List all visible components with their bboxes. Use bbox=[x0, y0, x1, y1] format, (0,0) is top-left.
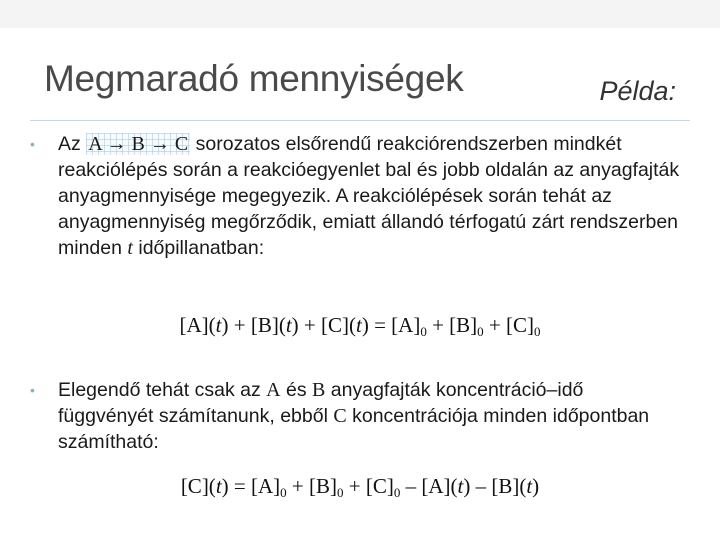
eq1-part: ) = [A] bbox=[361, 313, 421, 337]
time-variable: t bbox=[127, 237, 133, 259]
title-divider bbox=[30, 120, 690, 121]
bullet-2-part: Elegendő tehát csak az bbox=[58, 379, 267, 401]
eq2-t: t bbox=[215, 474, 222, 498]
bullet-dot: • bbox=[30, 136, 35, 152]
eq1-part: ) + [C]( bbox=[291, 313, 356, 337]
eq1-subscript: 0 bbox=[477, 324, 484, 339]
bullet-1-end: időpillanatban: bbox=[132, 237, 265, 259]
species-b: B bbox=[312, 379, 326, 401]
eq1-subscript: 0 bbox=[534, 324, 541, 339]
eq1-part: + [C] bbox=[483, 313, 535, 337]
bullet-2-text bbox=[58, 377, 680, 455]
species-c: C bbox=[333, 405, 347, 427]
species-a: A bbox=[266, 379, 281, 401]
top-band bbox=[0, 0, 720, 28]
eq1-part: ) + [B]( bbox=[221, 313, 286, 337]
eq2-subscript: 0 bbox=[393, 485, 401, 500]
example-label: Példa: bbox=[599, 76, 676, 106]
bullet-1-text bbox=[58, 131, 680, 261]
eq1-part: + [B] bbox=[426, 313, 478, 337]
eq2-part: + [C] bbox=[343, 474, 394, 498]
eq2-t: t bbox=[526, 474, 533, 498]
bullet-1-prefix: Az bbox=[58, 133, 87, 155]
bullet-2 bbox=[30, 377, 680, 455]
reaction-scheme: A → B → C bbox=[88, 133, 189, 155]
eq1-t: t bbox=[355, 313, 362, 337]
eq2-part: + [B] bbox=[286, 474, 337, 498]
eq2-t: t bbox=[457, 474, 464, 498]
eq2-subscript: 0 bbox=[280, 485, 287, 500]
bullet-2-part: anyagfajták koncentráció–idő függvényét számítanunk, ebből bbox=[58, 379, 584, 427]
eq1-t: t bbox=[285, 313, 292, 337]
bullet-1 bbox=[30, 131, 680, 261]
equation-1 bbox=[0, 313, 720, 338]
slide-title: Megmaradó mennyiségek bbox=[44, 58, 464, 99]
eq2-subscript: 0 bbox=[337, 485, 344, 500]
eq2-part: ) bbox=[532, 474, 540, 498]
eq2-part: ) = [A] bbox=[221, 474, 281, 498]
eq1-subscript: 0 bbox=[420, 324, 427, 339]
bullet-dot: • bbox=[30, 382, 35, 398]
equation-2 bbox=[0, 474, 720, 499]
eq1-part: [A]( bbox=[179, 313, 216, 337]
eq2-part: [C]( bbox=[180, 474, 216, 498]
bullet-2-part: koncentrációja minden időpontban számítható: bbox=[58, 405, 650, 453]
eq1-t: t bbox=[215, 313, 222, 337]
bullet-1-body: sorozatos elsőrendű reakciórendszerben mindkét reakciólépés során a reakcióegyenlet bal és jobb oldalán az anyagfajták anyagmennyisége megegyezik. A reakciólépések során tehát az anyagmennyiség megőrződik, emiatt állandó térfogatú zárt rendszerben minden bbox=[58, 133, 680, 259]
bullet-2-part: és bbox=[280, 379, 313, 401]
eq2-part: ) – [B]( bbox=[463, 474, 527, 498]
eq2-part: – [A]( bbox=[400, 474, 458, 498]
